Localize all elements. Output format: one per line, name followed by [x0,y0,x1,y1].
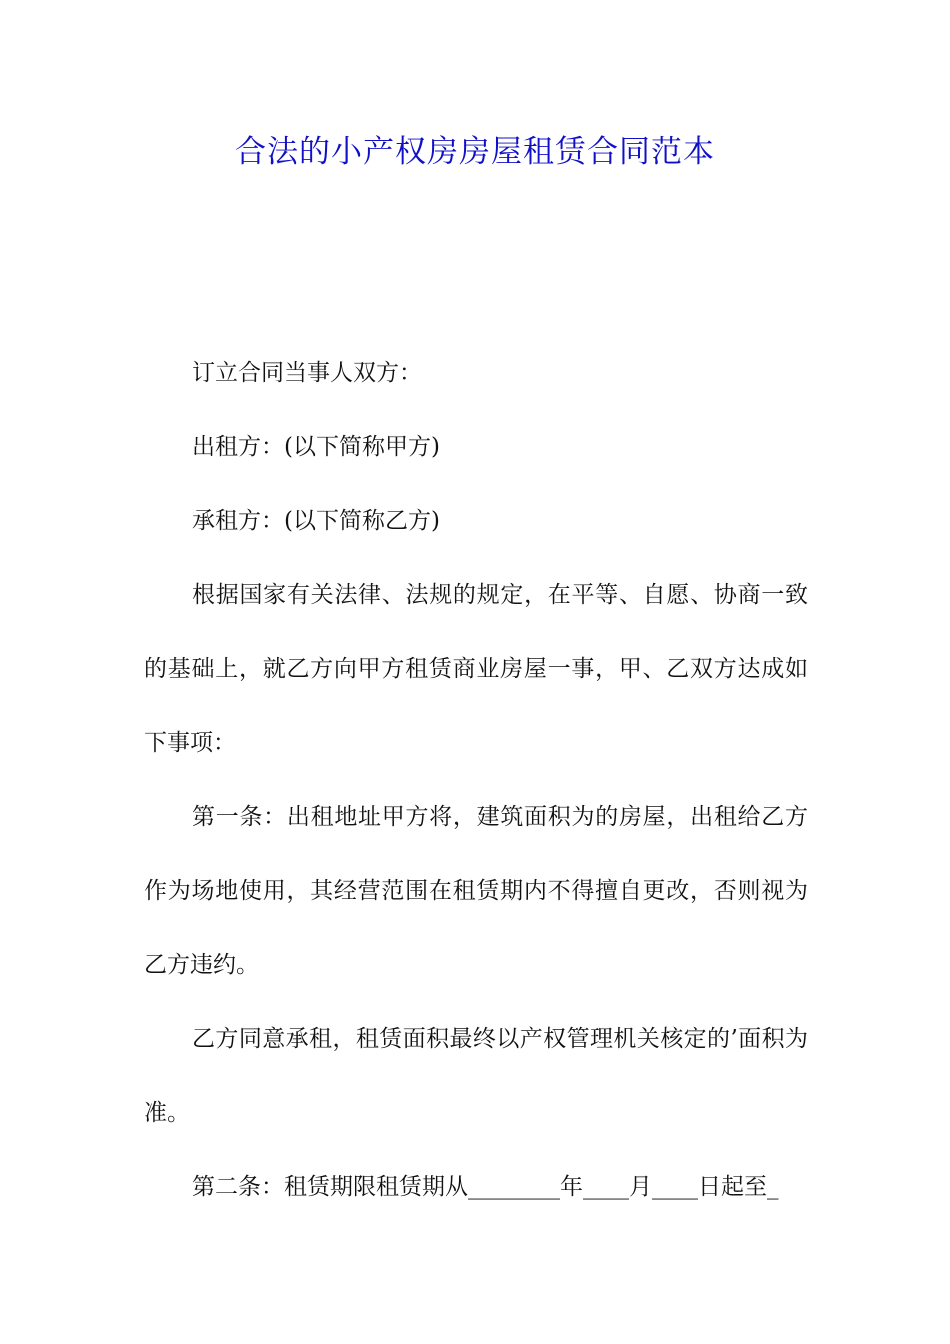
paragraph-article-1: 第一条：出租地址甲方将，建筑面积为的房屋，出租给乙方作为场地使用，其经营范围在租赁期内不得擅自更改，否则视为乙方违约。 [144,804,808,978]
paragraph-parties-intro: 订立合同当事人双方： [192,360,422,386]
paragraph-lessor: 出租方：(以下简称甲方) [192,434,440,460]
paragraph-lessee: 承租方：(以下简称乙方) [192,508,440,534]
document-title: 合法的小产权房房屋租赁合同范本 [235,134,715,170]
document-body [144,336,808,1224]
paragraph-area-confirmation: 乙方同意承租，租赁面积最终以产权管理机关核定的’面积为准。 [144,1026,808,1126]
paragraph-basis: 根据国家有关法律、法规的规定，在平等、自愿、协商一致的基础上，就乙方向甲方租赁商业房屋一事，甲、乙双方达成如下事项： [144,582,808,756]
paragraph-article-2: 第二条：租赁期限租赁期从________年____月____日起至_ [192,1174,779,1200]
